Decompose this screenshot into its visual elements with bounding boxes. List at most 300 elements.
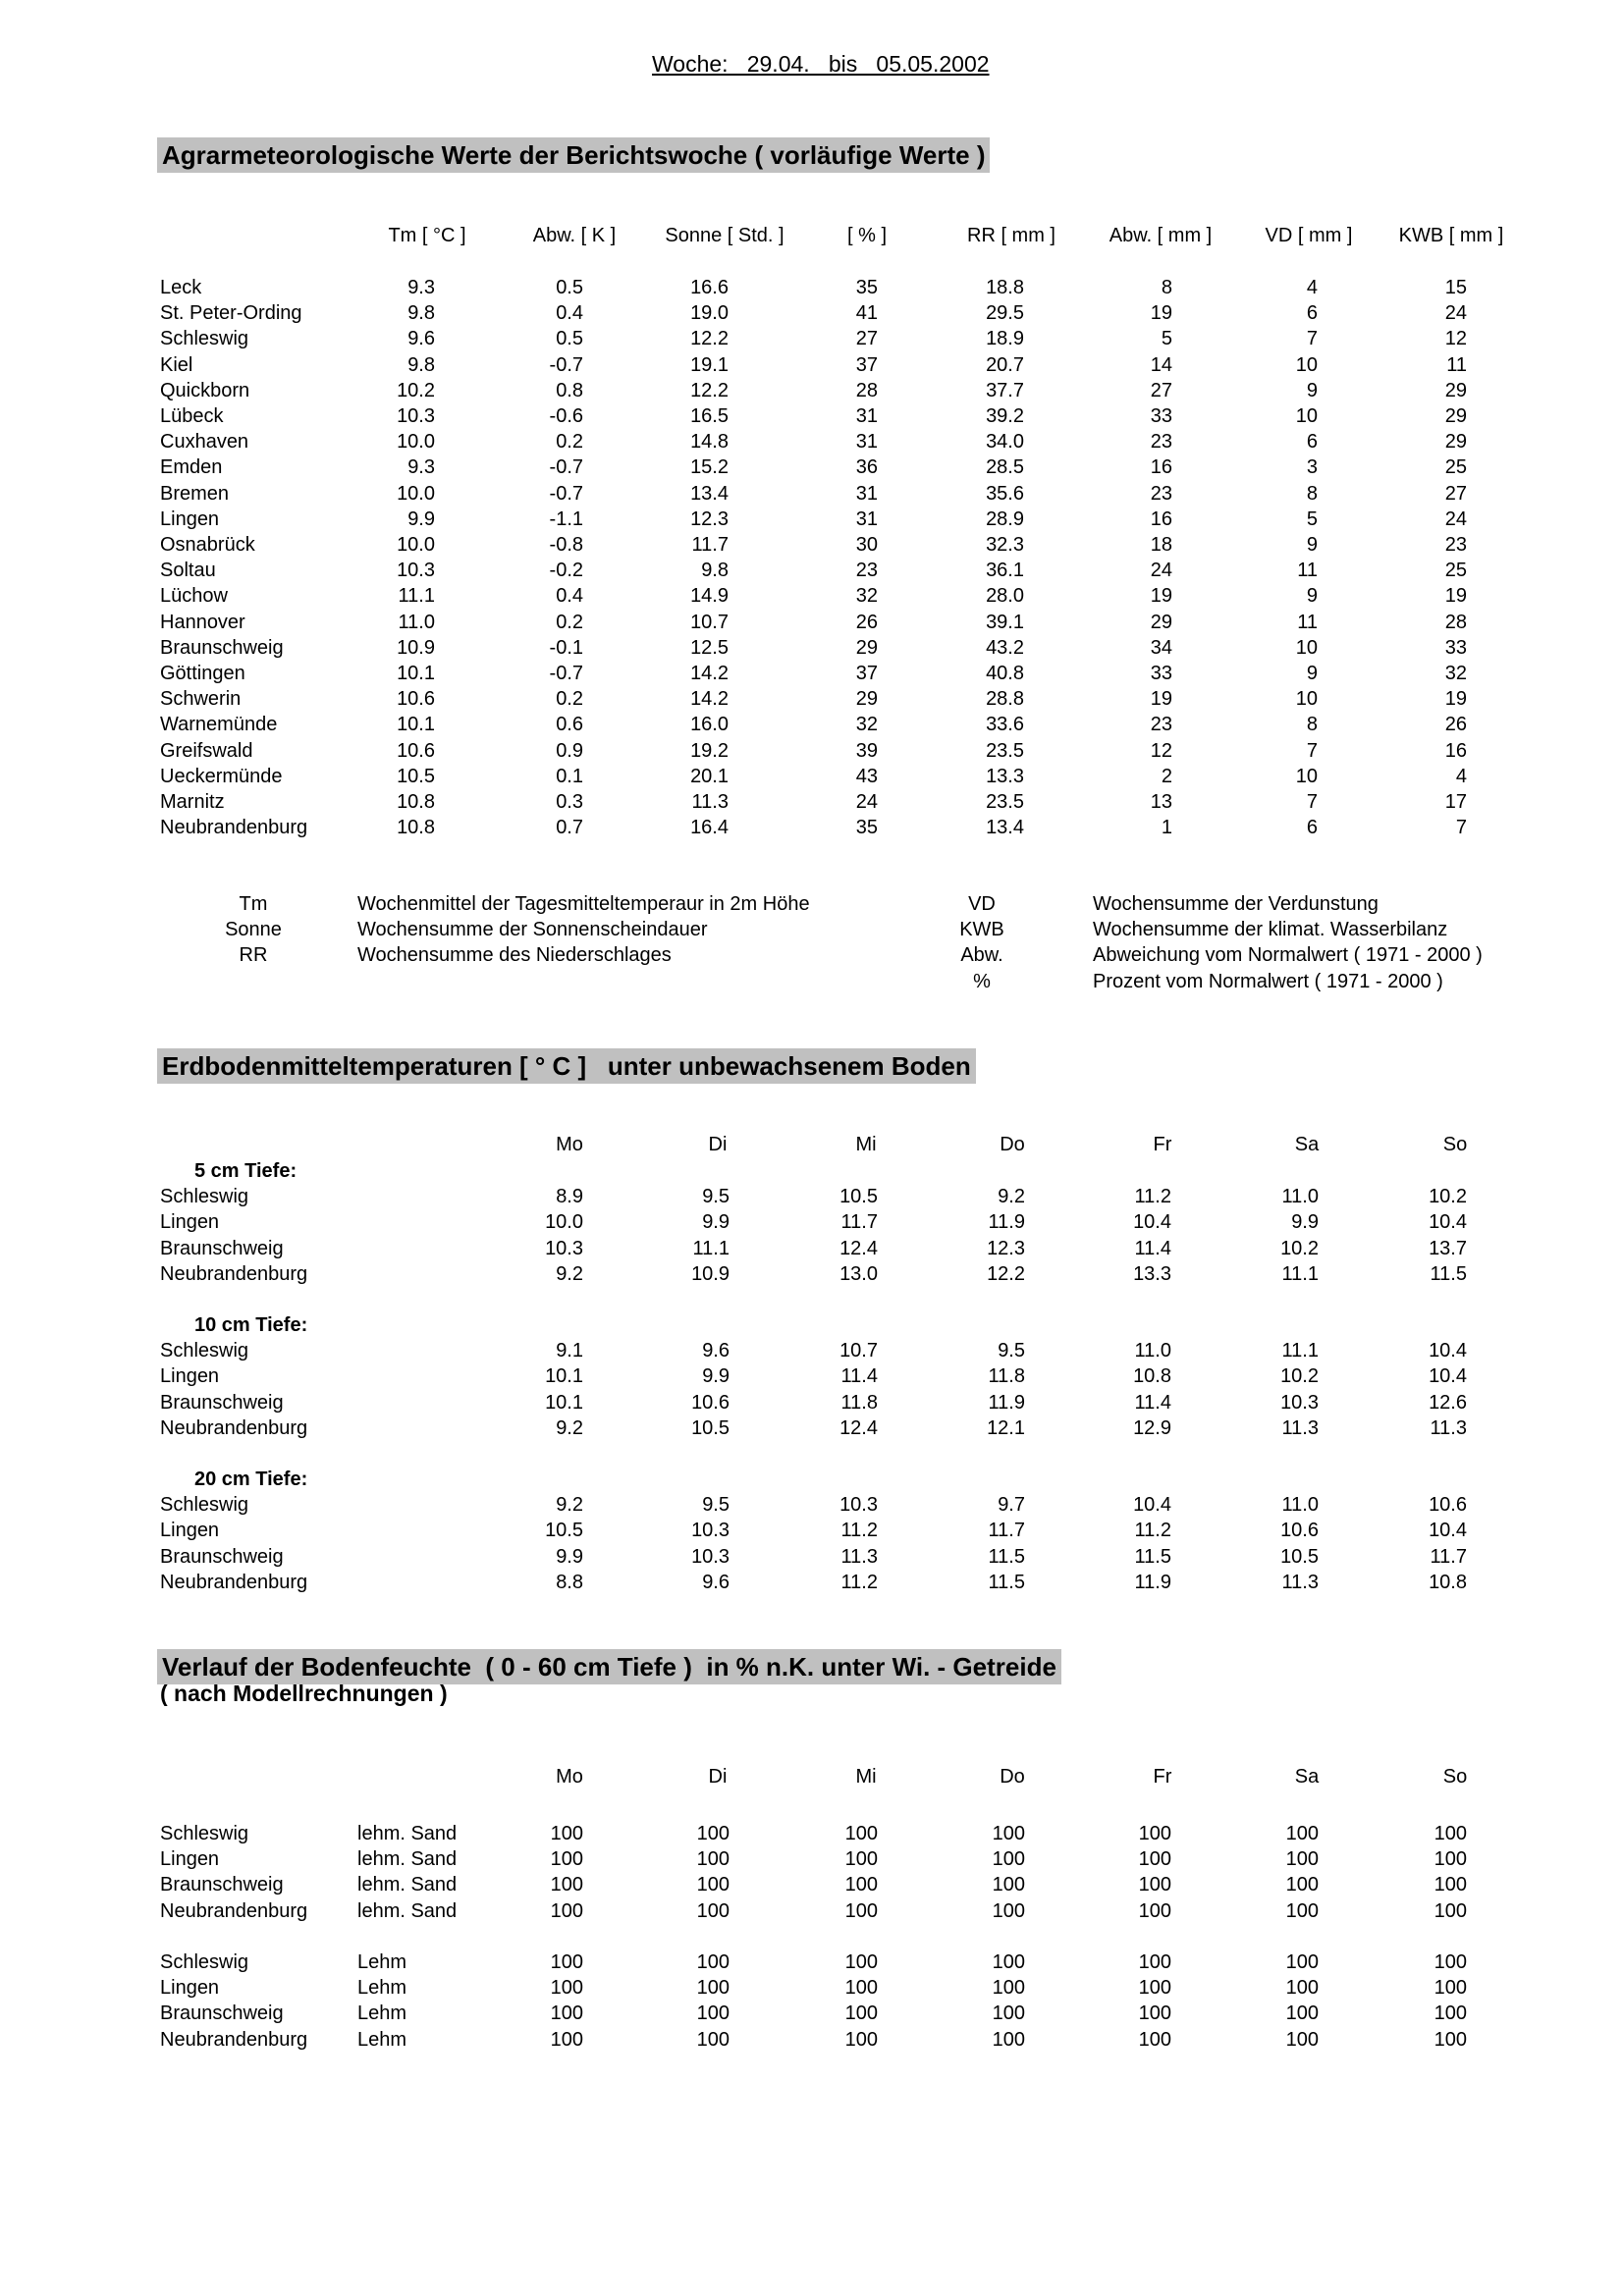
table-cell: 11.3 <box>1281 1416 1319 1439</box>
table-cell: 25 <box>1444 456 1467 479</box>
table-cell: 39 <box>855 739 878 762</box>
table-cell: 8.9 <box>556 1186 583 1208</box>
station-name: Hannover <box>160 611 245 633</box>
table-cell: 16.6 <box>690 277 729 298</box>
table-cell: 100 <box>1434 1848 1467 1871</box>
table-cell: 8.8 <box>556 1571 583 1593</box>
table-cell: 10 <box>1295 405 1318 427</box>
table-cell: 10.0 <box>397 534 435 556</box>
table-cell: 0.6 <box>556 714 583 736</box>
legend-abbr: RR <box>239 944 268 967</box>
legend-abbr: KWB <box>959 919 1004 941</box>
table-cell: 1 <box>1161 817 1172 839</box>
table-cell: 10.0 <box>397 482 435 505</box>
table-cell: 36.1 <box>986 560 1024 582</box>
table-cell: 11.4 <box>1134 1391 1171 1414</box>
table-cell: 11.3 <box>691 791 729 813</box>
station-name: Lingen <box>160 1211 220 1234</box>
table-cell: 11.8 <box>988 1365 1025 1388</box>
table-cell: 11.2 <box>840 1520 878 1542</box>
table-cell: 14.2 <box>690 663 729 684</box>
table-cell: 12 <box>1444 328 1467 350</box>
table-cell: -1.1 <box>549 507 583 530</box>
table-cell: 18.9 <box>986 328 1024 350</box>
table-cell: 3 <box>1306 456 1318 479</box>
depth-label: 20 cm Tiefe: <box>194 1468 308 1490</box>
table-cell: 0.2 <box>556 431 583 454</box>
station-name: Schleswig <box>160 1340 249 1362</box>
table-cell: 28 <box>855 379 878 401</box>
table-cell: 9.1 <box>556 1340 583 1362</box>
table-cell: 9 <box>1306 663 1318 684</box>
station-name: Göttingen <box>160 663 245 684</box>
table-cell: 26 <box>855 611 878 633</box>
day-header: Mo <box>556 1766 583 1788</box>
table-cell: 100 <box>1138 1874 1171 1896</box>
table-cell: 100 <box>696 1951 730 1973</box>
legend-text: Prozent vom Normalwert ( 1971 - 2000 ) <box>1093 970 1443 992</box>
table-cell: 10.5 <box>545 1520 583 1542</box>
table-cell: 24 <box>855 791 878 813</box>
table-cell: 10.8 <box>1429 1571 1467 1593</box>
table-cell: 100 <box>1285 1951 1319 1973</box>
table-cell: 100 <box>1434 2002 1467 2025</box>
column-header: RR [ mm ] <box>967 225 1055 246</box>
table-cell: 16.5 <box>690 405 729 427</box>
station-name: Kiel <box>160 353 193 376</box>
table-cell: 29 <box>1444 405 1467 427</box>
table-cell: 2 <box>1161 765 1172 787</box>
station-name: Leck <box>160 277 202 298</box>
station-name: Warnemünde <box>160 714 278 736</box>
table-cell: 13.3 <box>1133 1262 1171 1285</box>
table-cell: 10.4 <box>1429 1211 1467 1234</box>
column-header: Tm [ °C ] <box>388 225 466 246</box>
table-cell: 37 <box>855 353 878 376</box>
table-cell: 30 <box>855 534 878 556</box>
table-cell: 11 <box>1297 611 1318 633</box>
table-cell: 32 <box>855 714 878 736</box>
table-cell: 28.8 <box>986 688 1024 711</box>
day-header: Fr <box>1153 1134 1172 1155</box>
table-cell: 100 <box>696 1977 730 2000</box>
column-header: Sonne [ Std. ] <box>665 225 784 246</box>
table-cell: 9.8 <box>407 353 435 376</box>
table-cell: 14 <box>1150 353 1172 376</box>
soil-type: lehm. Sand <box>357 1899 458 1922</box>
table-cell: 10.3 <box>691 1520 730 1542</box>
table-cell: 100 <box>992 1899 1025 1922</box>
table-cell: 100 <box>844 1951 878 1973</box>
table-cell: 16 <box>1444 739 1467 762</box>
depth-label: 5 cm Tiefe: <box>194 1160 298 1182</box>
table-cell: 9.2 <box>556 1494 583 1517</box>
table-cell: 34.0 <box>986 431 1024 454</box>
station-name: Lingen <box>160 1977 220 2000</box>
table-cell: 29 <box>1150 611 1172 633</box>
table-cell: 29 <box>855 688 878 711</box>
section-title-agrarmeteorology: Agrarmeteorologische Werte der Berichtswoche ( vorläufige Werte ) <box>157 137 990 173</box>
table-cell: 11.0 <box>1281 1186 1319 1208</box>
day-header: Di <box>708 1134 728 1155</box>
table-cell: 9.6 <box>407 328 435 350</box>
column-header: KWB [ mm ] <box>1398 225 1504 246</box>
table-cell: 23.5 <box>986 791 1024 813</box>
table-cell: 12.9 <box>1133 1416 1171 1439</box>
table-cell: 4 <box>1306 277 1318 298</box>
table-cell: 100 <box>992 1823 1025 1844</box>
table-cell: 10.8 <box>397 817 435 839</box>
table-cell: 19 <box>1150 302 1172 325</box>
table-cell: 100 <box>550 1899 583 1922</box>
table-cell: 10 <box>1295 353 1318 376</box>
table-cell: 6 <box>1306 817 1318 839</box>
table-cell: 16 <box>1150 507 1172 530</box>
table-cell: 10.5 <box>839 1186 878 1208</box>
table-cell: 7 <box>1306 739 1318 762</box>
table-cell: 10.6 <box>397 688 435 711</box>
table-cell: 100 <box>550 1874 583 1896</box>
station-name: Soltau <box>160 560 216 582</box>
table-cell: 19.1 <box>690 353 729 376</box>
table-cell: 13 <box>1150 791 1172 813</box>
table-cell: 32 <box>855 585 878 608</box>
table-cell: 31 <box>855 482 878 505</box>
table-cell: 7 <box>1306 791 1318 813</box>
table-cell: 11.9 <box>988 1391 1025 1414</box>
table-cell: 10.2 <box>1280 1365 1319 1388</box>
table-cell: 4 <box>1455 765 1467 787</box>
table-cell: 10.1 <box>545 1365 583 1388</box>
table-cell: 28.5 <box>986 456 1024 479</box>
table-cell: 9.2 <box>556 1416 583 1439</box>
table-cell: 100 <box>844 1899 878 1922</box>
table-cell: 15.2 <box>690 456 729 479</box>
table-cell: 16 <box>1150 456 1172 479</box>
table-cell: 11.4 <box>840 1365 878 1388</box>
table-cell: 9.7 <box>998 1494 1025 1517</box>
station-name: Ueckermünde <box>160 765 283 787</box>
depth-label: 10 cm Tiefe: <box>194 1314 308 1336</box>
table-cell: 9.5 <box>998 1340 1025 1362</box>
soil-type: Lehm <box>357 1977 407 2000</box>
table-cell: 28.0 <box>986 585 1024 608</box>
day-header: Mi <box>855 1134 877 1155</box>
table-cell: 9.8 <box>701 560 729 582</box>
table-cell: 100 <box>1138 1848 1171 1871</box>
table-cell: 7 <box>1306 328 1318 350</box>
station-name: Bremen <box>160 482 230 505</box>
station-name: Neubrandenburg <box>160 2028 308 2051</box>
table-cell: 8 <box>1161 277 1172 298</box>
station-name: Braunschweig <box>160 2002 284 2025</box>
table-cell: 13.4 <box>986 817 1024 839</box>
table-cell: 100 <box>1138 1823 1171 1844</box>
table-cell: 9.5 <box>702 1494 730 1517</box>
table-cell: 9.6 <box>702 1340 730 1362</box>
table-cell: 11.5 <box>1134 1545 1171 1568</box>
week-title: Woche: 29.04. bis 05.05.2002 <box>652 51 990 77</box>
table-cell: 9.8 <box>407 302 435 325</box>
table-cell: 19.2 <box>690 739 729 762</box>
table-cell: 100 <box>844 1874 878 1896</box>
table-cell: 10.4 <box>1429 1340 1467 1362</box>
table-cell: 12 <box>1150 739 1172 762</box>
table-cell: 9 <box>1306 379 1318 401</box>
table-cell: 100 <box>1138 2028 1171 2051</box>
table-cell: 25 <box>1444 560 1467 582</box>
table-cell: 23 <box>1150 714 1172 736</box>
station-name: Schleswig <box>160 1494 249 1517</box>
table-cell: 10.0 <box>545 1211 583 1234</box>
table-cell: 11.3 <box>1281 1571 1319 1593</box>
table-cell: 9.5 <box>702 1186 730 1208</box>
station-name: Neubrandenburg <box>160 817 308 839</box>
table-cell: 100 <box>1285 1848 1319 1871</box>
table-cell: 10.3 <box>839 1494 878 1517</box>
table-cell: 100 <box>1285 1977 1319 2000</box>
table-cell: 33 <box>1444 636 1467 659</box>
table-cell: 11.0 <box>398 611 435 633</box>
table-cell: 29 <box>1444 431 1467 454</box>
table-cell: 12.4 <box>839 1237 878 1259</box>
table-cell: 12.2 <box>690 328 729 350</box>
table-cell: 11.1 <box>692 1237 730 1259</box>
table-cell: 100 <box>1138 1951 1171 1973</box>
table-cell: 9.9 <box>1291 1211 1319 1234</box>
table-cell: 20.7 <box>986 353 1024 376</box>
table-cell: 100 <box>992 2028 1025 2051</box>
table-cell: 100 <box>550 1977 583 2000</box>
soil-type: lehm. Sand <box>357 1823 458 1844</box>
station-name: Braunschweig <box>160 1391 284 1414</box>
table-cell: 10.6 <box>1429 1494 1467 1517</box>
station-name: Lingen <box>160 1848 220 1871</box>
legend-abbr: Abw. <box>960 944 1003 967</box>
table-cell: 100 <box>550 1848 583 1871</box>
table-cell: 10.5 <box>691 1416 730 1439</box>
table-cell: 10.3 <box>691 1545 730 1568</box>
table-cell: 10.5 <box>1280 1545 1319 1568</box>
table-cell: 28 <box>1444 611 1467 633</box>
section-title-soil-temperature: Erdbodenmitteltemperaturen [ ° C ] unter unbewachsenem Boden <box>157 1048 976 1084</box>
table-cell: 100 <box>550 1823 583 1844</box>
table-cell: 100 <box>1434 2028 1467 2051</box>
table-cell: 100 <box>1285 2028 1319 2051</box>
table-cell: 19 <box>1444 688 1467 711</box>
table-cell: 12.3 <box>690 507 729 530</box>
table-cell: 19.0 <box>690 302 729 325</box>
table-cell: 100 <box>1434 1874 1467 1896</box>
table-cell: 28.9 <box>986 507 1024 530</box>
table-cell: 10.2 <box>397 379 435 401</box>
table-cell: 100 <box>844 2002 878 2025</box>
table-cell: 39.2 <box>986 405 1024 427</box>
table-cell: 9.9 <box>556 1545 583 1568</box>
station-name: Osnabrück <box>160 534 255 556</box>
table-cell: 100 <box>550 2002 583 2025</box>
table-cell: 10.1 <box>545 1391 583 1414</box>
table-cell: -0.7 <box>549 456 583 479</box>
table-cell: 9.9 <box>702 1211 730 1234</box>
table-cell: 11.9 <box>988 1211 1025 1234</box>
legend-text: Abweichung vom Normalwert ( 1971 - 2000 ) <box>1093 944 1483 967</box>
table-cell: 23 <box>1150 431 1172 454</box>
table-cell: 43.2 <box>986 636 1024 659</box>
table-cell: 100 <box>992 1874 1025 1896</box>
table-cell: 10.5 <box>397 765 435 787</box>
table-cell: 12.4 <box>839 1416 878 1439</box>
station-name: Schleswig <box>160 1951 249 1973</box>
table-cell: 100 <box>696 2002 730 2025</box>
day-header: So <box>1442 1766 1468 1788</box>
table-cell: 100 <box>696 2028 730 2051</box>
table-cell: 37.7 <box>986 379 1024 401</box>
table-cell: 100 <box>1285 1874 1319 1896</box>
legend-text: Wochensumme der klimat. Wasserbilanz <box>1093 919 1448 941</box>
day-header: So <box>1442 1134 1468 1155</box>
table-cell: 11.8 <box>840 1391 878 1414</box>
table-cell: 33.6 <box>986 714 1024 736</box>
table-cell: 11.7 <box>1430 1545 1467 1568</box>
legend-text: Wochensumme der Verdunstung <box>1093 893 1379 915</box>
table-cell: 23 <box>1150 482 1172 505</box>
station-name: Lingen <box>160 507 220 530</box>
table-cell: 16.0 <box>690 714 729 736</box>
table-cell: 27 <box>855 328 878 350</box>
table-cell: 35 <box>855 277 878 298</box>
table-cell: 100 <box>1434 1899 1467 1922</box>
day-header: Do <box>1000 1134 1025 1155</box>
table-cell: 19 <box>1444 585 1467 608</box>
table-cell: 13.3 <box>986 765 1024 787</box>
table-cell: 31 <box>855 405 878 427</box>
table-cell: 10.8 <box>1133 1365 1171 1388</box>
table-cell: 11.0 <box>1134 1340 1171 1362</box>
table-cell: 11.5 <box>1430 1262 1467 1285</box>
table-cell: 9.2 <box>998 1186 1025 1208</box>
table-cell: 10.3 <box>397 405 435 427</box>
legend-text: Wochenmittel der Tagesmitteltemperaur in 2m Höhe <box>357 893 810 915</box>
column-header: Abw. [ K ] <box>532 225 617 246</box>
table-cell: 100 <box>992 2002 1025 2025</box>
soil-type: lehm. Sand <box>357 1874 458 1896</box>
day-header: Sa <box>1294 1766 1320 1788</box>
legend-abbr: VD <box>968 893 996 915</box>
table-cell: 10.7 <box>839 1340 878 1362</box>
table-cell: 0.1 <box>556 765 583 787</box>
station-name: Braunschweig <box>160 636 284 659</box>
station-name: Marnitz <box>160 791 225 813</box>
table-cell: 23 <box>855 560 878 582</box>
day-header: Do <box>1000 1766 1025 1788</box>
table-cell: 20.1 <box>690 765 729 787</box>
table-cell: 10.4 <box>1429 1365 1467 1388</box>
table-cell: 10.6 <box>691 1391 730 1414</box>
station-name: Braunschweig <box>160 1874 284 1896</box>
table-cell: 9.9 <box>702 1365 730 1388</box>
table-cell: 11.5 <box>988 1571 1025 1593</box>
table-cell: 10.4 <box>1133 1494 1171 1517</box>
table-cell: 32.3 <box>986 534 1024 556</box>
table-cell: 12.1 <box>987 1416 1025 1439</box>
table-cell: 10.7 <box>690 611 729 633</box>
table-cell: 13.4 <box>690 482 729 505</box>
table-cell: 27 <box>1444 482 1467 505</box>
table-cell: 10.3 <box>1280 1391 1319 1414</box>
table-cell: 18 <box>1150 534 1172 556</box>
table-cell: 100 <box>844 1848 878 1871</box>
table-cell: 6 <box>1306 431 1318 454</box>
table-cell: 9.9 <box>407 507 435 530</box>
soil-moisture-subtitle: ( nach Modellrechnungen ) <box>160 1681 448 1706</box>
table-cell: 18.8 <box>986 277 1024 298</box>
table-cell: 10.3 <box>397 560 435 582</box>
table-cell: 11.9 <box>1134 1571 1171 1593</box>
table-cell: 7 <box>1455 817 1467 839</box>
table-cell: 9.3 <box>407 277 435 298</box>
station-name: Neubrandenburg <box>160 1416 308 1439</box>
table-cell: 39.1 <box>986 611 1024 633</box>
table-cell: 0.2 <box>556 688 583 711</box>
table-cell: 12.2 <box>690 379 729 401</box>
table-cell: 11.2 <box>1134 1520 1171 1542</box>
table-cell: 17 <box>1444 791 1467 813</box>
table-cell: 13.0 <box>839 1262 878 1285</box>
table-cell: 100 <box>696 1899 730 1922</box>
table-cell: 11.0 <box>1281 1494 1319 1517</box>
table-cell: 100 <box>1138 1899 1171 1922</box>
table-cell: -0.6 <box>549 405 583 427</box>
table-cell: 11.7 <box>840 1211 878 1234</box>
table-cell: 10.4 <box>1429 1520 1467 1542</box>
table-cell: 11.1 <box>398 585 435 608</box>
table-cell: 14.9 <box>690 585 729 608</box>
table-cell: 29 <box>855 636 878 659</box>
table-cell: 11.7 <box>988 1520 1025 1542</box>
table-cell: 11 <box>1297 560 1318 582</box>
table-cell: 8 <box>1306 482 1318 505</box>
table-cell: 11.1 <box>1281 1262 1319 1285</box>
table-cell: 9.2 <box>556 1262 583 1285</box>
table-cell: -0.1 <box>549 636 583 659</box>
table-cell: 100 <box>844 1823 878 1844</box>
table-cell: 100 <box>1285 2002 1319 2025</box>
station-name: Neubrandenburg <box>160 1571 308 1593</box>
table-cell: 100 <box>1138 2002 1171 2025</box>
table-cell: 10.8 <box>397 791 435 813</box>
station-name: Schwerin <box>160 688 242 711</box>
table-cell: 35 <box>855 817 878 839</box>
station-name: Schleswig <box>160 1186 249 1208</box>
table-cell: 10 <box>1295 636 1318 659</box>
table-cell: 100 <box>696 1848 730 1871</box>
table-cell: 11.2 <box>1134 1186 1171 1208</box>
table-cell: 0.9 <box>556 739 583 762</box>
table-cell: 12.6 <box>1429 1391 1467 1414</box>
table-cell: -0.8 <box>549 534 583 556</box>
table-cell: 10.9 <box>691 1262 730 1285</box>
table-cell: 36 <box>855 456 878 479</box>
table-cell: 9 <box>1306 585 1318 608</box>
table-cell: 0.3 <box>556 791 583 813</box>
legend-abbr: Sonne <box>225 919 282 941</box>
table-cell: 11.2 <box>840 1571 878 1593</box>
table-cell: 100 <box>844 2028 878 2051</box>
table-cell: 5 <box>1161 328 1172 350</box>
table-cell: 32 <box>1444 663 1467 684</box>
station-name: Neubrandenburg <box>160 1899 308 1922</box>
